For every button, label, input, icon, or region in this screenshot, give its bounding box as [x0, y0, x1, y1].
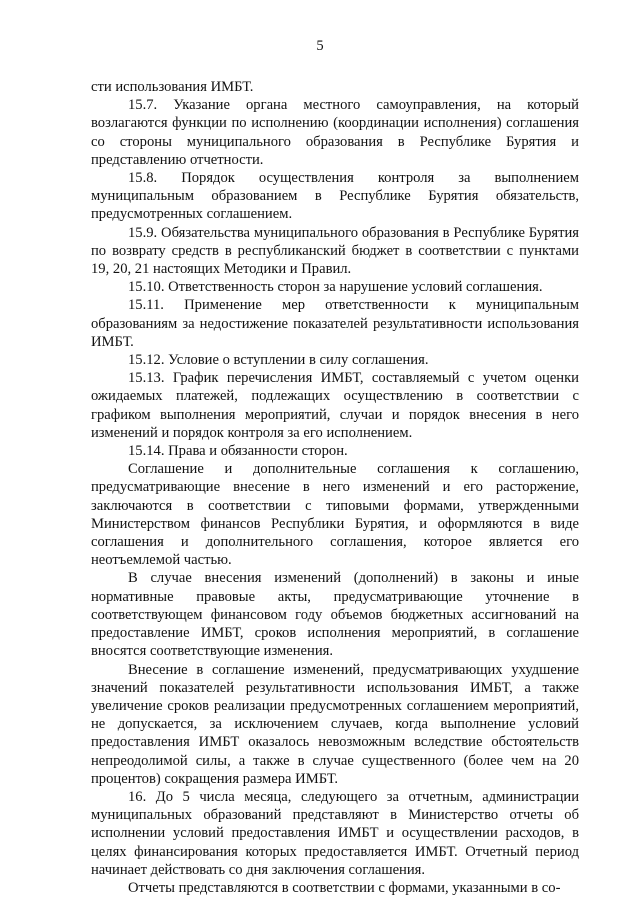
paragraph-16: 16. До 5 числа месяца, следующего за отчетным, администрации муниципальных образований представляют в Министерство отчеты об исполнении условий предоставления ИМБТ и осуществлении расходов, в целях финансирования которых предоставляется ИМБТ. Отчетный период начинает действовать со дня заключения соглашения.	[91, 788, 579, 878]
page-number: 5	[316, 38, 324, 54]
paragraph-15-13: 15.13. График перечисления ИМБТ, составляемый с учетом оценки ожидаемых платежей, подлежащих осуществлению в соответствии с графиком выполнения мероприятий, случаи и порядок внесения в него изменений и порядок контроля за его исполнением.	[91, 370, 579, 441]
paragraph-15-11: 15.11. Применение мер ответственности к муниципальным образованиям за недостижение показателей результативности использования ИМБТ.	[91, 297, 579, 350]
paragraph-15-14: 15.14. Права и обязанности сторон.	[128, 443, 348, 460]
paragraph-continuation: сти использования ИМБТ.	[91, 79, 254, 95]
paragraph-changes-restrictions: Внесение в соглашение изменений, предусматривающих ухудшение значений показателей результативности использования ИМБТ, а также увеличение сроков реализации предусмотренных соглашением мероприятий, не допускается, за исключением случаев, когда выполнение условий предоставления ИМБТ оказалось невозможным вследствие обстоятельств непреодолимой силы, а также в случае существенного (более чем на 20 процентов) сокращения размера ИМБТ.	[91, 661, 579, 787]
paragraph-15-12: 15.12. Условие о вступлении в силу соглашения.	[128, 352, 429, 369]
paragraph-law-changes: В случае внесения изменений (дополнений) в законы и иные нормативные правовые акты, предусматривающие уточнение в соответствующем финансовом году объемов бюджетных ассигнований на предоставление ИМБТ, сроков исполнения мероприятий, в соглашение вносятся соответствующие изменения.	[91, 570, 579, 660]
paragraph-reports: Отчеты представляются в соответствии с формами, указанными в со-	[128, 879, 561, 896]
paragraph-15-7: 15.7. Указание органа местного самоуправления, на который возлагаются функции по исполнению (координации исполнения) соглашения со стороны муниципального образования в Республике Бурятия и представлению отчетности.	[91, 97, 579, 168]
paragraph-15-10: 15.10. Ответственность сторон за нарушение условий соглашения.	[128, 279, 543, 296]
paragraph-15-8: 15.8. Порядок осуществления контроля за выполнением муниципальным образованием в Республике Бурятия обязательств, предусмотренных соглашением.	[91, 170, 579, 223]
paragraph-15-9: 15.9. Обязательства муниципального образования в Республике Бурятия по возврату средств в республиканский бюджет в соответствии с пунктами 19, 20, 21 настоящих Методики и Правил.	[91, 224, 579, 278]
paragraph-agreement-forms: Соглашение и дополнительные соглашения к соглашению, предусматривающие внесение в него изменений и его расторжение, заключаются в соответствии с типовыми формами, утвержденными Министерством финансов Республики Бурятия, и оформляются в виде соглашения и дополнительного соглашения, которое является его неотъемлемой частью.	[91, 461, 579, 569]
document-body	[91, 78, 579, 897]
